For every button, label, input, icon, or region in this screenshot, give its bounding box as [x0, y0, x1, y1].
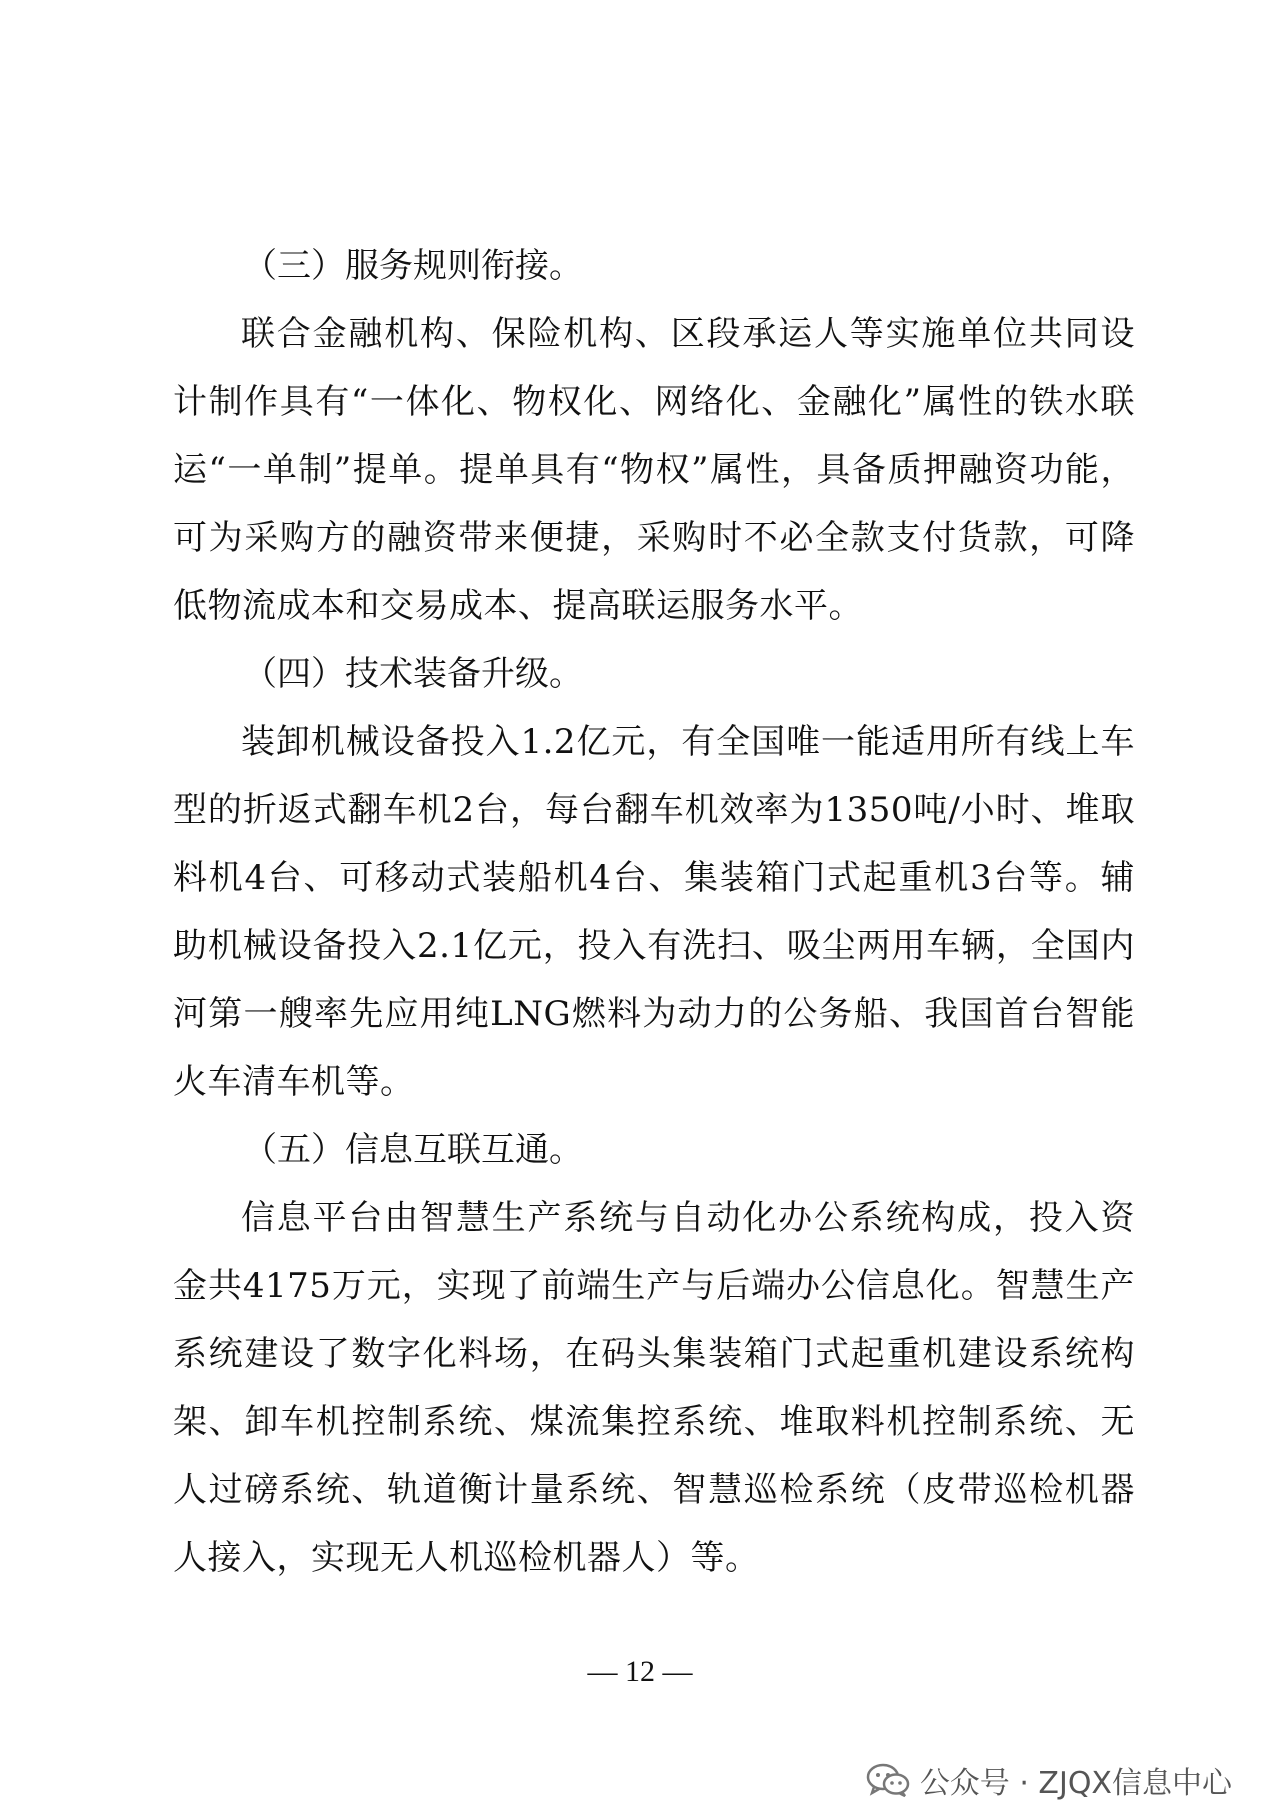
wechat-icon [866, 1762, 910, 1798]
watermark-text: 公众号 · ZJQX信息中心 [919, 1766, 1232, 1801]
section-heading: （五）信息互联互通。 [243, 1130, 583, 1170]
section-heading: （三）服务规则衔接。 [243, 246, 583, 286]
document-body [173, 232, 1135, 1592]
section-paragraph: 装卸机械设备投入1.2亿元，有全国唯一能适用所有线上车型的折返式翻车机2台，每台翻车机效率为1350吨/小时、堆取料机4台、可移动式装船机4台、集装箱门式起重机3台等。辅助机械设备投入2.1亿元，投入有洗扫、吸尘两用车辆，全国内河第一艘率先应用纯LNG燃料为动力的公务船、我国首台智能火车清车机等。 [173, 722, 1135, 1102]
section-paragraph: 联合金融机构、保险机构、区段承运人等实施单位共同设计制作具有“一体化、物权化、网络化、金融化”属性的铁水联运“一单制”提单。提单具有“物权”属性，具备质押融资功能，可为采购方的融资带来便捷，采购时不必全款支付货款，可降低物流成本和交易成本、提高联运服务水平。 [173, 314, 1135, 626]
section-info-interconnect [173, 1116, 1135, 1592]
section-paragraph: 信息平台由智慧生产系统与自动化办公系统构成，投入资金共4175万元，实现了前端生产与后端办公信息化。智慧生产系统建设了数字化料场，在码头集装箱门式起重机建设系统构架、卸车机控制系统、煤流集控系统、堆取料机控制系统、无人过磅系统、轨道衡计量系统、智慧巡检系统（皮带巡检机器人接入，实现无人机巡检机器人）等。 [173, 1198, 1135, 1578]
section-service-rules [173, 232, 1135, 640]
section-heading: （四）技术装备升级。 [243, 654, 583, 694]
wechat-watermark [866, 1762, 1232, 1801]
section-tech-equipment [173, 640, 1135, 1116]
page-number: — 12 — [587, 1655, 693, 1688]
